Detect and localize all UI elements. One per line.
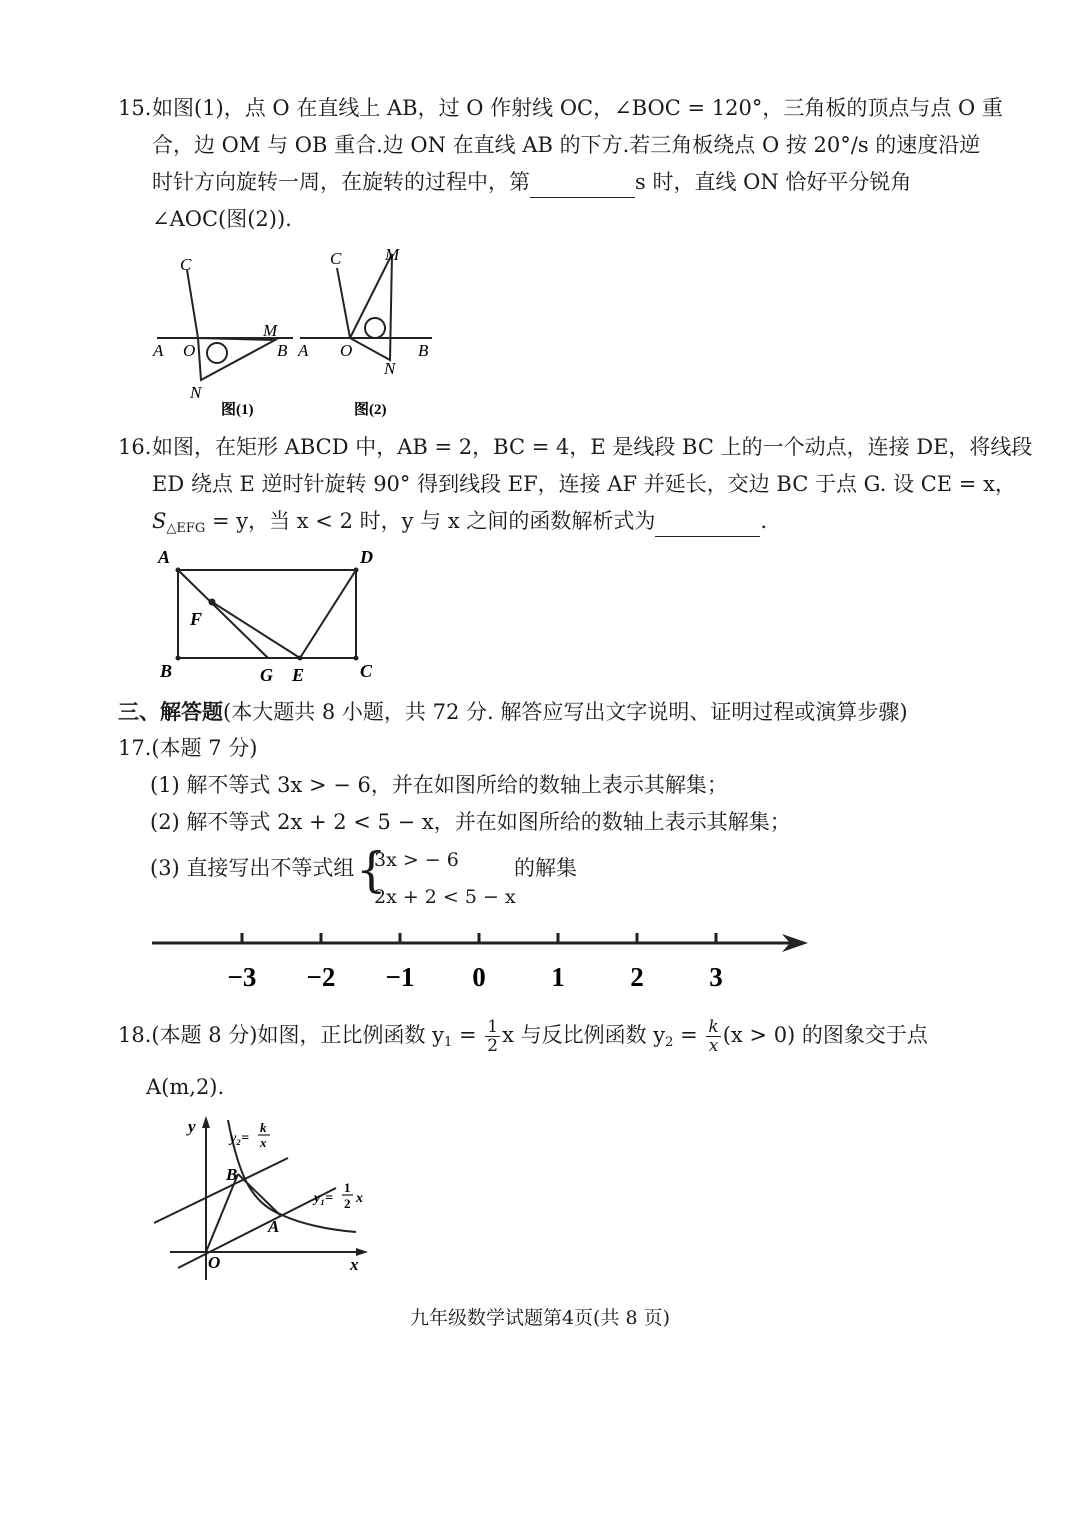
q15-line3-a: 时针方向旋转一周，在旋转的过程中，第 [152,170,530,194]
q18-sub1: 1 [444,1035,453,1050]
q16-label-A: A [158,547,171,567]
q15-figure-2 [292,242,442,425]
number-line-label: 1 [551,962,565,992]
q15-f1-label-A: A [153,341,164,360]
q18-text-b: = [452,1023,484,1047]
q15-f1-caption: 图(1) [221,402,254,418]
q18-text-d: = [673,1023,705,1047]
q18-text-c: x 与反比例函数 y [502,1023,666,1047]
q18-label-y2: y₂= [230,1131,250,1146]
q16-line2: ED 绕点 E 逆时针旋转 90° 得到线段 EF，连接 AF 并延长，交边 BC 于点 G. 设 CE = x， [152,472,1016,496]
q16-label-C: C [360,661,373,681]
q16-number: 16. [118,435,152,459]
section3-title: 三、解答题 [118,699,223,724]
q17-part2: (2) 解不等式 2x + 2 < 5 − x，并在如图所给的数轴上表示其解集； [150,810,791,834]
q16-line3-a: = y，当 x < 2 时，y 与 x 之间的函数解析式为 [205,509,656,533]
q17-part1: (1) 解不等式 3x > − 6，并在如图所给的数轴上表示其解集； [150,773,728,797]
q18-label-y1-den: 2 [344,1196,351,1211]
q15-line1: 如图(1)，点 O 在直线上 AB，过 O 作射线 OC，∠BOC = 120°，三角板的顶点与点 O 重 [152,96,1003,120]
q18-text-e: (x > 0) 的图象交于点 [722,1023,928,1047]
q17-system-eq1: 3x > − 6 [374,849,459,871]
q15-line2: 合，边 OM 与 OB 重合.边 ON 在直线 AB 的下方.若三角板绕点 O 按 20°/s 的速度沿逆 [152,133,981,157]
q16-line1: 如图，在矩形 ABCD 中，AB = 2，BC = 4，E 是线段 BC 上的一个动点，连接 DE，将线段 [152,435,1033,459]
q15-f1-label-M: M [263,321,278,340]
number-line-label: −3 [227,962,257,992]
number-line-label: −2 [306,962,336,992]
q15-f2-label-M: M [385,245,400,264]
q18-line1 [118,1016,928,1062]
q18-sub2: 2 [665,1035,674,1050]
q15-f1-label-B: B [277,341,288,360]
q16-area-subscript: △EFG [166,521,206,536]
q17-system-eq2: 2x + 2 < 5 − x [374,886,516,908]
q16-figure [150,545,390,690]
q16-line3 [152,506,767,544]
q18-label-y1-num: 1 [344,1180,351,1195]
q15-line4: ∠AOC(图(2)). [152,207,292,231]
q17-part3-b: 的解集 [514,856,577,880]
section3-note: (本大题共 8 小题，共 72 分. 解答应写出文字说明、证明过程或演算步骤) [223,700,908,724]
q18-text-a: 18.(本题 8 分)如图，正比例函数 y [118,1023,445,1047]
number-line-label: −1 [385,962,415,992]
q18-label-y-axis: y [188,1117,196,1136]
q15-f2-label-O: O [340,341,353,360]
number-line-label: 3 [709,962,723,992]
q16-line3-b: . [760,509,768,533]
q17-number-line [150,920,820,1000]
q15-figure-1 [145,250,305,425]
q18-label-x-axis: x [350,1255,359,1274]
section3-heading [118,697,908,727]
q15-f2-label-A: A [298,341,309,360]
q16-label-F: F [190,609,203,629]
q15-f2-label-C: C [330,249,342,268]
q17-system-brace: { [356,842,387,898]
q18-line2: A(m,2). [146,1075,225,1099]
q16-label-E: E [292,665,305,685]
q18-label-y1-x: x [356,1191,363,1206]
q16-area-symbol: S [152,509,167,533]
q15-answer-blank[interactable] [530,167,635,198]
page-footer: 九年级数学试题第4页(共 8 页) [409,1307,671,1329]
q15-f1-label-C: C [180,255,192,274]
q15-line3 [152,167,911,198]
q18-label-y2-den: x [260,1135,267,1150]
q16-answer-blank[interactable] [655,506,760,537]
q15-number: 15. [118,96,152,120]
q16-label-D: D [360,547,373,567]
number-line-label: 2 [630,962,644,992]
q15-f1-label-O: O [183,341,196,360]
q18-label-A: A [268,1217,280,1236]
q18-label-B: B [226,1165,238,1184]
q17-part3-a: (3) 直接写出不等式组 [150,856,355,880]
q17-header: 17.(本题 7 分) [118,736,258,760]
q18-fraction-k-over-x: $\frac{k}{x}$ [708,1017,719,1056]
q18-figure [150,1112,380,1292]
q15-f2-label-B: B [418,341,429,360]
q16-label-G: G [260,665,273,685]
q18-fraction-one-half: $\frac{1}{2}$ [487,1017,499,1056]
q15-f2-label-N: N [384,359,396,378]
q15-f2-caption: 图(2) [354,402,387,418]
q18-label-y1: y₁= [314,1191,334,1206]
q15-f1-label-N: N [190,383,202,402]
q16-label-B: B [160,661,173,681]
q18-label-O: O [208,1253,221,1272]
q18-label-y2-num: k [260,1120,267,1135]
q15-line3-b: s 时，直线 ON 恰好平分锐角 [635,170,912,194]
number-line-label: 0 [472,962,486,992]
